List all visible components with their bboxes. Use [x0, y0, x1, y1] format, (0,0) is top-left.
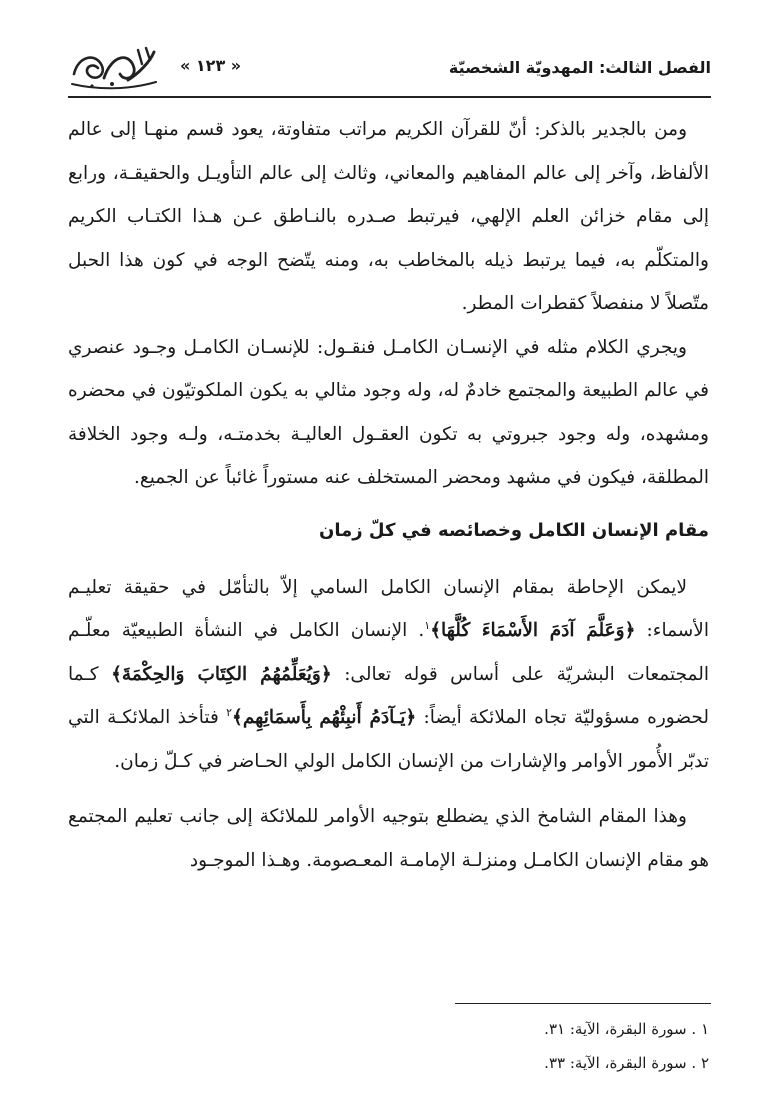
section-heading: مقام الإنسان الكامل وخصائصه في كلّ زمان — [318, 519, 709, 541]
page-number: « ١٢٣ » — [180, 56, 242, 75]
paragraph-3 — [68, 566, 709, 784]
quran-verse-3: ﴿يَـآدَمُ أَنبِئْهُم بِأَسمَائِهِم﴾ — [232, 707, 417, 728]
quran-verse-2: ﴿وَيُعَلِّمُهُمُ الكِتَابَ وَالحِكْمَةَ﴾ — [111, 663, 332, 685]
quran-verse-1: ﴿وَعَلَّمَ آدَمَ الأَسْمَاءَ كُلَّهَا﴾ — [430, 620, 636, 641]
paragraph-3-part-4: فتأخذ الملائكـة التي تدبّر الأُمور الأوامر والإشارات من الإنسان الكامل الولي الحـاضر في كـلّ زمان. — [68, 707, 709, 772]
paragraph-2: ويجري الكلام مثله في الإنسـان الكامـل فنقـول: للإنسـان الكامـل وجـود عنصري في عالم الطبيعة والمجتمع خادمٌ له، وله وجود مثالي به يكون الملكوتيّون في محضره ومشهده، وله وجود جبروتي به تكون العقـول العاليـة بخدمتـه، ولـه وجود الخلافة المطلقة، فيكون في مشهد ومحضر المستخلف عنه مستوراً غائباً عن الجميع. — [68, 336, 709, 488]
footnote-ref-1: ١ — [424, 618, 431, 632]
header-divider — [68, 96, 711, 98]
footnote-2: ٢ . سورة البقرة، الآية: ٣٣. — [544, 1054, 709, 1072]
footnote-divider — [455, 1003, 711, 1004]
footnotes — [69, 1012, 709, 1080]
main-text — [68, 108, 709, 882]
calligraphic-ornament-icon — [68, 44, 160, 90]
paragraph-3-part-1: لايمكن الإحاطة بمقام الإنسان الكامل السامي إلاّ بالتأمّل في حقيقة تعليـم الأسماء: — [68, 576, 709, 641]
paragraph-3-part-2: . الإنسان الكامل في النشأة الطبيعيّة معلّـم المجتمعات البشريّة على أساس قوله تعالى: — [68, 620, 709, 685]
chapter-title: الفصل الثالث: المهدويّة الشخصيّة — [448, 58, 711, 77]
footnote-1: ١ . سورة البقرة، الآية: ٣١. — [544, 1020, 709, 1038]
paragraph-3-part-3: كـما لحضوره مسؤوليّة تجاه الملائكة أيضاً: — [68, 663, 709, 728]
page-header — [68, 44, 711, 94]
paragraph-1: ومن بالجدير بالذكر: أنّ للقرآن الكريم مراتب متفاوتة، يعود قسم منهـا إلى عالم الألفاظ، وآخر إلى عالم المفاهيم والمعاني، وثالث إلى عالم التأويـل والحقيقـة، ورابع إلى مقام خزائن العلم الإلهي، فيرتبط صـدره بالنـاطق عـن هـذا الكتـاب الكريم والمتكلّم به، فيما يرتبط ذيله بالمخاطب به، ومنه يتّضح الوجه في كون هذا الحبل متّصلاً لا منفصلاً كقطرات المطر. — [68, 119, 709, 314]
footnote-ref-2: ٢ — [226, 705, 233, 719]
paragraph-4: وهذا المقام الشامخ الذي يضطلع بتوجيه الأوامر للملائكة إلى جانب تعليم المجتمع هو مقام الإنسان الكامـل ومنزلـة الإمامـة المعـصومة. وهـذا الموجـود — [68, 806, 709, 871]
